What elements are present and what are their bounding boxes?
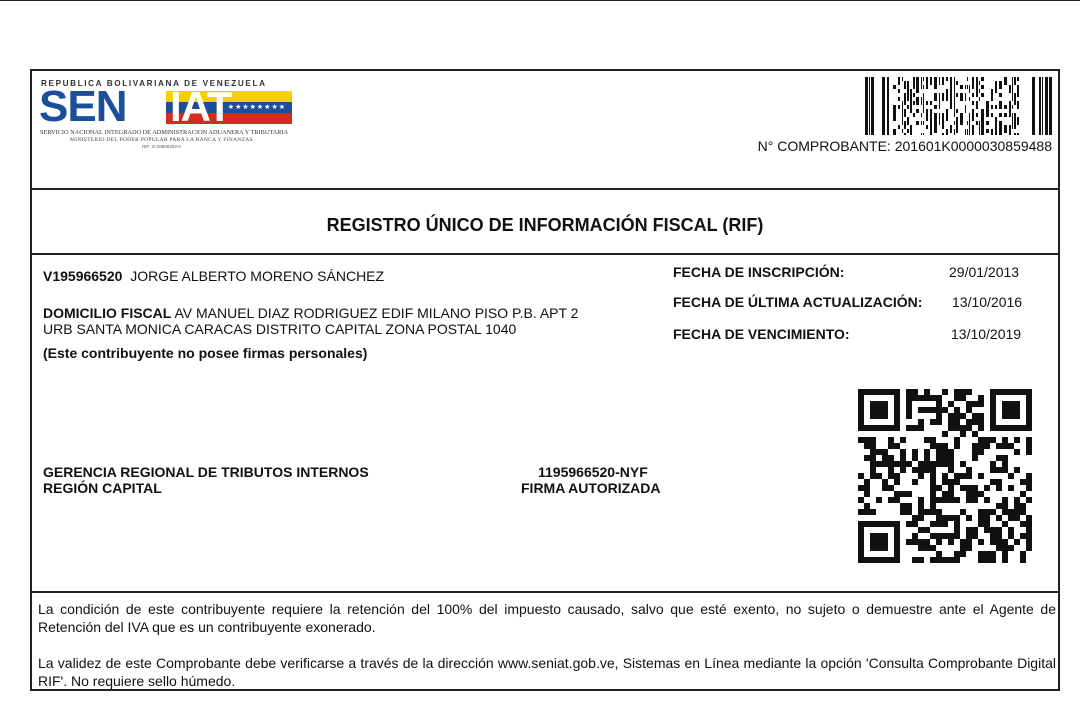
actualizacion-value: 13/10/2016 [952, 294, 1023, 310]
comprobante-value: 201601K0000030859488 [894, 138, 1052, 154]
page-title: REGISTRO ÚNICO DE INFORMACIÓN FISCAL (RIF) [326, 215, 764, 235]
logo-flag [166, 83, 292, 130]
logo-ministry-line: MINISTERIO DEL PODER POPULAR PARA LA BANCA Y FINANZAS [70, 137, 253, 143]
vencimiento-value: 13/10/2019 [951, 326, 1022, 342]
taxpayer-name: JORGE ALBERTO MORENO SÁNCHEZ [130, 268, 385, 284]
divider-header [32, 188, 1058, 190]
comprobante-number [758, 138, 1052, 154]
divider-title [32, 253, 1058, 255]
divider-footer [32, 591, 1058, 593]
page-top-rule [0, 0, 1080, 1]
qr-code-icon [858, 389, 1032, 563]
inscripcion-label: FECHA DE INSCRIPCIÓN: [673, 264, 845, 280]
logo-wordmark-left: SEN [39, 82, 127, 131]
comprobante-label: N° COMPROBANTE: [757, 138, 891, 154]
domicilio-line2: URB SANTA MONICA CARACAS DISTRITO CAPITAL ZONA POSTAL 1040 [43, 321, 517, 337]
gerencia-line1: GERENCIA REGIONAL DE TRIBUTOS INTERNOS [43, 464, 369, 480]
taxpayer-identity [43, 268, 384, 284]
barcode-icon [862, 77, 1052, 135]
domicilio-label: DOMICILIO FISCAL [43, 305, 172, 321]
gerencia-line2: REGIÓN CAPITAL [43, 480, 162, 496]
logo-wordmark-right: IAT [170, 83, 232, 130]
vencimiento-label: FECHA DE VENCIMIENTO: [673, 326, 850, 342]
logo-rif-line: RIF: G-20000303-0 [142, 144, 181, 149]
flag-stars-icon: ★★★★★★★★ [227, 104, 286, 111]
taxpayer-rif: V195966520 [43, 268, 123, 284]
domicilio-line1-row [43, 305, 578, 321]
firma-code: 1195966520-NYF [538, 464, 648, 480]
domicilio-line1: AV MANUEL DIAZ RODRIGUEZ EDIF MILANO PISO P.B. APT 2 [174, 305, 579, 321]
firma-label: FIRMA AUTORIZADA [521, 480, 661, 496]
logo-country-line: REPUBLICA BOLIVARIANA DE VENEZUELA [41, 79, 267, 88]
retention-note: La condición de este contribuyente requiere la retención del 100% del impuesto causado, salvo que esté exento, no sujeto o demuestre ante el Agente de Retención del IVA que es un contribuyente exonerado. [38, 601, 1056, 635]
validity-note: La validez de este Comprobante debe verificarse a través de la dirección www.seniat.gob.ve, Sistemas en Línea mediante la opción 'Consulta Comprobante Digital RIF'. No requiere sello húmedo. [38, 655, 1056, 689]
rif-certificate [30, 69, 1060, 691]
actualizacion-label: FECHA DE ÚLTIMA ACTUALIZACIÓN: [673, 294, 923, 310]
logo-service-line: SERVICIO NACIONAL INTEGRADO DE ADMINISTRACION ADUANERA Y TRIBUTARIA [40, 129, 289, 136]
inscripcion-value: 29/01/2013 [949, 264, 1020, 280]
firmas-note: (Este contribuyente no posee firmas personales) [43, 345, 368, 361]
